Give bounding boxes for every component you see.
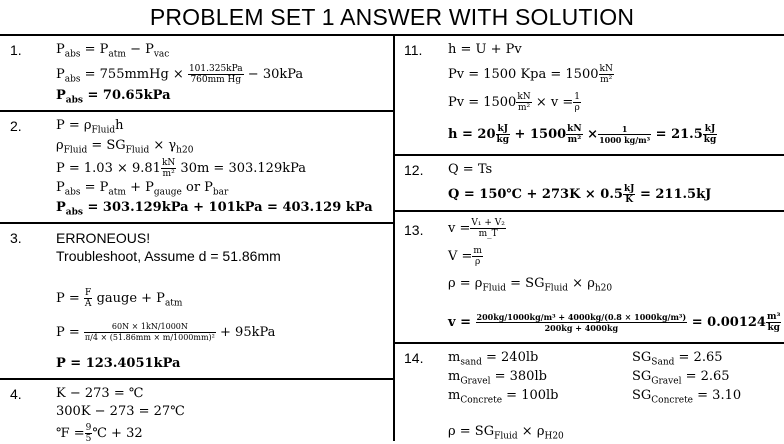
equation-line: $P_{abs}$ = 755mmHg × $\frac{\text{101.325kPa}}{\text{760mm Hg}}$ − 30kPa (56, 64, 304, 85)
equation-line: $m_{sand} = 240lb$ (448, 350, 539, 368)
equation-line: $P_{abs} = P_{atm} - P_{vac}$ (56, 42, 170, 60)
equation-line: V = $\frac{m}{\rho}$ (448, 246, 482, 267)
equation-line: Q = Ts (448, 162, 493, 177)
note-line: Troubleshoot, Assume d = 51.86mm (56, 248, 281, 264)
equation-line: $P_{abs} = P_{atm} + P_{gauge}$ or $P_{bar}$ (56, 180, 229, 198)
problem-number: 4. (10, 386, 22, 402)
answer-line: Q = 150℃ + 273K × 0.5 $\frac{kJ}{K}$ = 211.5kJ (448, 184, 712, 205)
equation-line: h = U + Pv (448, 42, 522, 57)
equation-line: $m_{Concrete} = 100lb$ (448, 388, 559, 406)
answer-line: $P_{abs} = 70.65kPa$ (56, 88, 171, 106)
equation-line: $SG_{Concrete} = 3.10$ (632, 388, 742, 406)
page-title: PROBLEM SET 1 ANSWER WITH SOLUTION (149, 4, 635, 30)
equation-line: Pv = 1500 $\frac{kN}{\text{m²}}$ × v = $\frac{1}{\rho}$ (448, 92, 580, 113)
problem-number: 11. (404, 42, 423, 58)
problem-number: 13. (404, 222, 424, 238)
column-divider (393, 34, 395, 441)
problem-number: 1. (10, 42, 22, 58)
equation-line: $SG_{Sand} = 2.65$ (632, 350, 723, 368)
row-divider (395, 154, 784, 156)
equation-line: ℉ = $\frac{9}{5}$ ℃ + 32 (56, 423, 143, 444)
problem-number: 3. (10, 230, 22, 246)
row-divider (395, 210, 784, 212)
top-rule (0, 34, 784, 36)
equation-line: $P = \rho_{Fluid}h$ (56, 118, 124, 136)
equation-line: P = $\frac{F}{A}$ gauge + $P_{atm}$ (56, 288, 183, 309)
equation-line: v = $\frac{\text{V₁ + V₂}}{m\_T}$ (448, 218, 505, 239)
answer-line: $P_{abs} = 303.129kPa + 101kPa = 403.129$ kPa (56, 200, 373, 218)
row-divider (0, 110, 393, 112)
equation-line: K − 273 = ℃ (56, 386, 144, 401)
problem-number: 12. (404, 162, 424, 178)
answer-line: h = 20 $\frac{kJ}{kg}$ + 1500 $\frac{kN}{\text{m²}}$ × $\frac{1}{\text{1000 kg/m³}}$ = 21.5 $\frac{kJ}{kg}$ (448, 124, 717, 145)
problem-number: 2. (10, 118, 22, 134)
equation-line: $SG_{Gravel} = 2.65$ (632, 369, 730, 387)
equation-line: $m_{Gravel} = 380lb$ (448, 369, 547, 387)
note-line: ERRONEOUS! (56, 230, 151, 246)
answer-line: v = $\frac{\text{200kg/1000kg/m³ + 4000kg/(0.8 × 1000kg/m³)}}{200kg + 4000kg}$ = 0.00124 $\frac{\text{m³}}{kg}$ (448, 312, 781, 333)
problem-number: 14. (404, 350, 424, 366)
equation-line: $\rho = SG_{Fluid} \times \rho_{H20}$ (448, 424, 564, 442)
answer-line: P = 123.4051kPa (56, 356, 181, 371)
row-divider (0, 222, 393, 224)
equation-line: $\rho_{Fluid} = SG_{Fluid} \times \gamma_{h20}$ (56, 138, 194, 156)
equation-line: P = 1.03 × 9.81 $\frac{kN}{\text{m²}}$ 30m = 303.129kPa (56, 158, 307, 179)
row-divider (0, 378, 393, 380)
row-divider (395, 342, 784, 344)
equation-line: $\rho = \rho_{Fluid} = SG_{Fluid} \times \rho_{h20}$ (448, 276, 613, 294)
equation-line: Pv = 1500 Kpa = 1500 $\frac{kN}{\text{m²}}$ (448, 64, 613, 85)
equation-line: 300K − 273 = 27℃ (56, 404, 185, 419)
equation-line: P = $\frac{60N \times 1kN/1000N}{\text{π/4 × (51.86mm × m/1000mm)²}}$ + 95kPa (56, 322, 276, 342)
